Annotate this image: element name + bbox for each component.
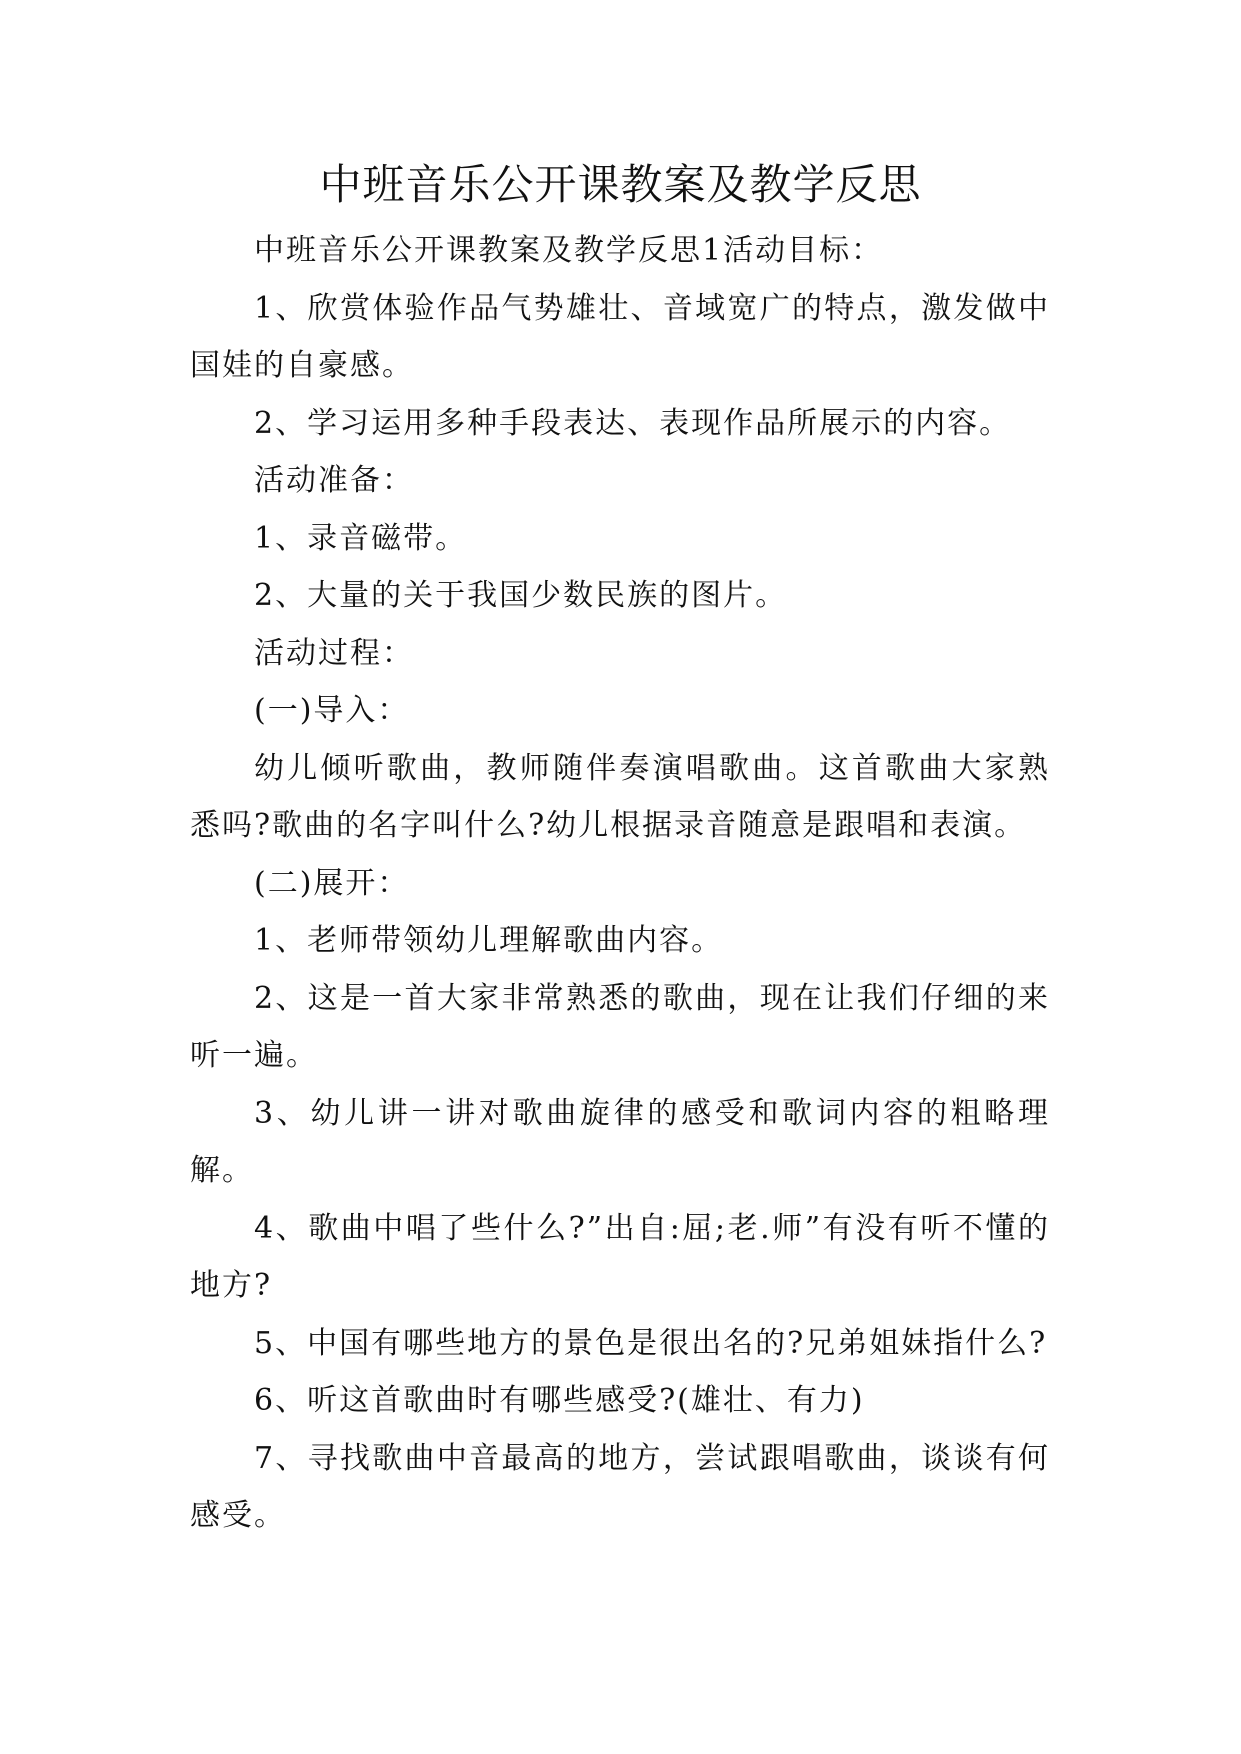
paragraph-objectives-heading: 中班音乐公开课教案及教学反思1活动目标：	[254, 233, 884, 268]
paragraph-step-6: 6、听这首歌曲时有哪些感受?(雄壮、有力)	[254, 1383, 865, 1418]
paragraph-step-3: 3、幼儿讲一讲对歌曲旋律的感受和歌词内容的粗略理解。	[190, 1095, 1050, 1188]
paragraph-intro-text: 幼儿倾听歌曲，教师随伴奏演唱歌曲。这首歌曲大家熟悉吗?歌曲的名字叫什么?幼儿根据录音随意是跟唱和表演。	[190, 750, 1050, 843]
paragraph-step-2: 2、这是一首大家非常熟悉的歌曲，现在让我们仔细的来听一遍。	[190, 980, 1050, 1073]
paragraph-process-heading: 活动过程：	[254, 635, 414, 671]
document-body	[190, 222, 1050, 1545]
paragraph-preparation-1: 1、录音磁带。	[254, 520, 468, 556]
paragraph-step-4: 4、歌曲中唱了些什么?”出自:屈;老.师”有没有听不懂的地方?	[190, 1210, 1050, 1303]
paragraph-preparation-2: 2、大量的关于我国少数民族的图片。	[254, 578, 788, 613]
paragraph-objective-1: 1、欣赏体验作品气势雄壮、音域宽广的特点，激发做中国娃的自豪感。	[190, 290, 1050, 383]
paragraph-objective-2: 2、学习运用多种手段表达、表现作品所展示的内容。	[254, 405, 1012, 441]
paragraph-preparation-heading: 活动准备：	[254, 463, 414, 498]
paragraph-step-1: 1、老师带领幼儿理解歌曲内容。	[254, 923, 724, 958]
document-title: 中班音乐公开课教案及教学反思	[319, 160, 922, 209]
paragraph-step-7: 7、寻找歌曲中音最高的地方，尝试跟唱歌曲，谈谈有何感受。	[190, 1440, 1050, 1533]
paragraph-step-5: 5、中国有哪些地方的景色是很出名的?兄弟姐妹指什么?	[254, 1325, 1048, 1361]
paragraph-development-heading: (二)展开：	[254, 865, 410, 901]
paragraph-intro-heading: (一)导入：	[254, 693, 410, 728]
